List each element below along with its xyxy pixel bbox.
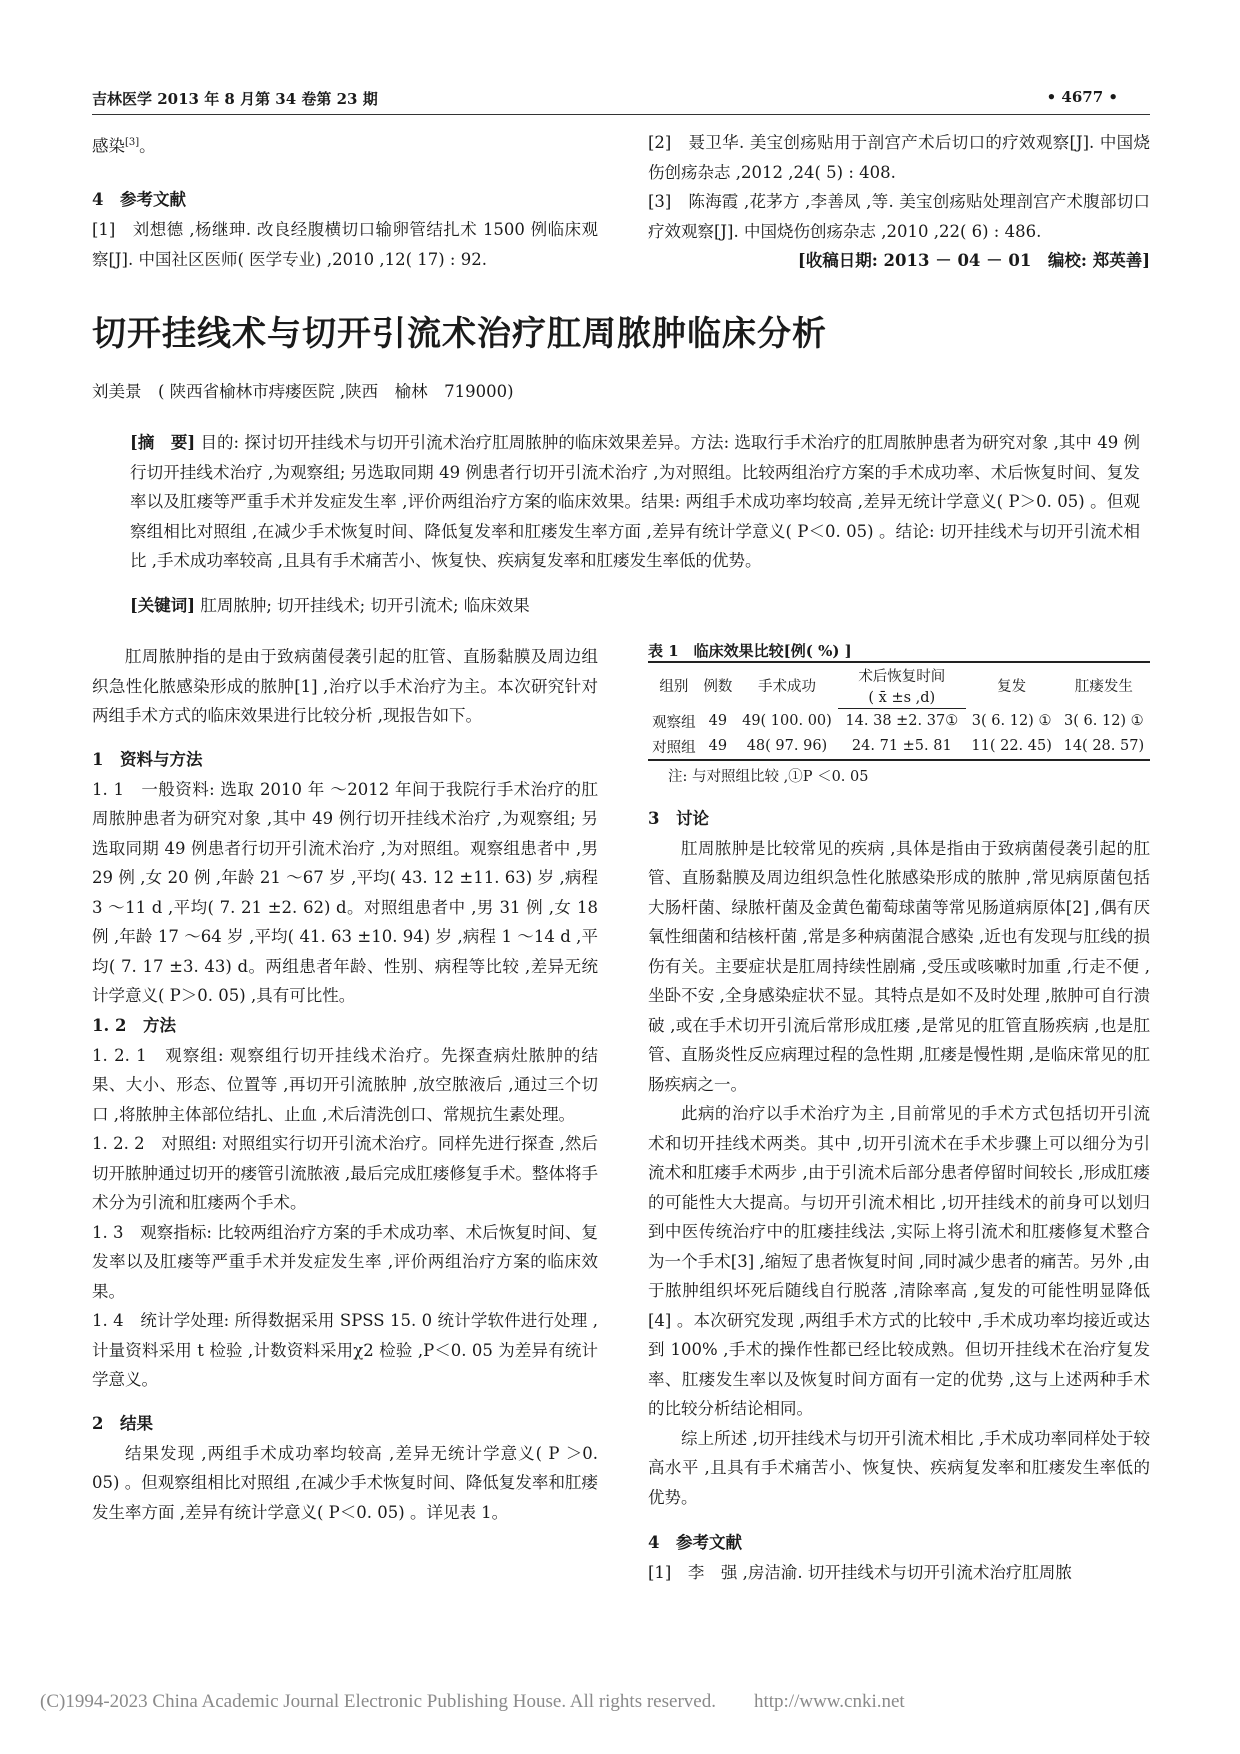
table-cell: 对照组 xyxy=(648,734,700,760)
abstract xyxy=(130,428,1140,576)
prev-ref-2: [2] 聂卫华. 美宝创疡贴用于剖宫产术后切口的疗效观察[J]. 中国烧伤创疡杂志 ,2012 ,24( 5) : 408. xyxy=(648,133,1150,182)
prev-tail-end: 。 xyxy=(139,136,156,156)
header-rule xyxy=(92,114,1150,115)
section-3-title: 3 讨论 xyxy=(648,808,709,828)
body-right-column xyxy=(648,640,1150,1588)
section-2-title: 2 结果 xyxy=(92,1413,153,1433)
table-cell: 14. 38 ±2. 37① xyxy=(845,713,959,730)
table-1 xyxy=(648,661,1150,761)
received-date: [收稿日期: 2013 － 04 － 01 编校: 郑英善] xyxy=(797,251,1150,270)
section-3-paragraph-3: 综上所述 ,切开挂线术与切开引流术相比 ,手术成功率同样处于较高水平 ,且具有手术痛苦小、恢复快、疾病复发率和肛瘘发生率低的优势。 xyxy=(648,1428,1150,1507)
table-row xyxy=(648,734,1150,760)
prev-tail-cite: [3] xyxy=(125,137,140,148)
table-cell: 11( 22. 45) xyxy=(966,734,1058,760)
table-cell: 49( 100. 00) xyxy=(742,713,832,729)
keywords xyxy=(130,592,1140,616)
table-header-n: 例数 xyxy=(700,662,736,709)
table-cell: 49 xyxy=(700,734,736,760)
section-3-paragraph-1: 肛周脓肿是比较常见的疾病 ,具体是指由于致病菌侵袭引起的肛管、直肠黏膜及周边组织急性化脓感染形成的脓肿 ,常见病原菌包括大肠杆菌、绿脓杆菌及金黄色葡萄球菌等常见肠道病原体[2] ,偶有厌氧性细菌和结核杆菌 ,常是多种病菌混合感染 ,近也有发现与肛线的损伤有关。主要症状是肛周持续性剧痛 ,受压或咳嗽时加重 ,行走不便 ,坐卧不安 ,全身感染症状不显。其特点是如不及时处理 ,脓肿可自行溃破 ,或在手术切开引流后常形成肛瘘 ,是常见的肛管直肠疾病 ,也是肛管、直肠炎性反应病理过程的急性期 ,肛瘘是慢性期 ,是临床常见的肛肠疾病之一。 xyxy=(648,838,1150,1094)
keywords-text: 肛周脓肿; 切开挂线术; 切开引流术; 临床效果 xyxy=(200,596,530,615)
section-4-title: 4 参考文献 xyxy=(648,1533,742,1552)
section-1-2-2: 1. 2. 2 对照组: 对照组实行切开引流术治疗。同样先进行探查 ,然后切开脓肿通过切开的瘘管引流脓液 ,最后完成肛瘘修复手术。整体将手术分为引流和肛瘘两个手术。 xyxy=(92,1134,598,1212)
article-title: 切开挂线术与切开引流术治疗肛周脓肿临床分析 xyxy=(92,314,827,354)
section-1-2-title: 1. 2 方法 xyxy=(92,1015,176,1035)
table-cell: 48( 97. 96) xyxy=(736,734,838,760)
section-1-3: 1. 3 观察指标: 比较两组治疗方案的手术成功率、术后恢复时间、复发率以及肛瘘等严重手术并发症发生率 ,评价两组治疗方案的临床效果。 xyxy=(92,1222,598,1301)
prev-article-right xyxy=(648,128,1150,276)
reference-1: [1] 李 强 ,房洁渝. 切开挂线术与切开引流术治疗肛周脓 xyxy=(648,1563,1072,1582)
table-header-success: 手术成功 xyxy=(736,662,838,709)
section-3-paragraph-2: 此病的治疗以手术治疗为主 ,目前常见的手术方式包括切开引流术和切开挂线术两类。其中 ,切开引流术在手术步骤上可以细分为引流术和肛瘘手术两步 ,由于引流术后部分患者停留时间较长 ,形成肛瘘的可能性大大提高。与切开引流术相比 ,切开挂线术的前身可以划归到中医传统治疗中的肛瘘挂线法 ,实际上将引流术和肛瘘修复术整合为一个手术[3] ,缩短了患者恢复时间 ,同时减少患者的痛苦。另外 ,由于脓肿组织坏死后随线自行脱落 ,清除率高 ,复发的可能性明显降低[4] 。本次研究发现 ,两组手术方式的比较中 ,手术成功率均接近或达到 100% ,手术的操作性都已经比较成熟。但切开挂线术在治疗复发率、肛瘘发生率以及恢复时间方面有一定的优势 ,这与上述两种手术的比较分析结论相同。 xyxy=(648,1104,1150,1418)
table-cell: 24. 71 ±5. 81 xyxy=(838,734,965,760)
table-header-recovery: 术后恢复时间 xyxy=(838,662,965,688)
table-1-caption: 表 1 临床效果比较[例( %) ] xyxy=(648,642,852,660)
table-cell: 3( 6. 12) ① xyxy=(1064,713,1144,729)
intro-paragraph: 肛周脓肿指的是由于致病菌侵袭引起的肛管、直肠黏膜及周边组织急性化脓感染形成的脓肿[1] ,治疗以手术治疗为主。本次研究针对两组手术方式的临床效果进行比较分析 ,现报告如下。 xyxy=(92,647,598,725)
abstract-label: [摘 要] xyxy=(130,433,196,452)
table-1-note: 注: 与对照组比较 ,①P ＜0. 05 xyxy=(668,768,869,785)
keywords-label: [关键词] xyxy=(130,596,196,615)
table-row xyxy=(648,709,1150,734)
prev-ref-3: [3] 陈海霞 ,花茅方 ,李善凤 ,等. 美宝创疡贴处理剖宫产术腹部切口疗效观察[J]. 中国烧伤创疡杂志 ,2010 ,22( 6) : 486. xyxy=(648,192,1150,241)
table-cell: 观察组 xyxy=(652,714,696,731)
section-1-2-1: 1. 2. 1 观察组: 观察组行切开挂线术治疗。先探查病灶脓肿的结果、大小、形态、位置等 ,再切开引流脓肿 ,放空脓液后 ,通过三个切口 ,将脓肿主体部位结扎、止血 ,术后清洗创口、常规抗生素处理。 xyxy=(92,1045,598,1124)
section-1-1: 1. 1 一般资料: 选取 2010 年 ～2012 年间于我院行手术治疗的肛周脓肿患者为研究对象 ,其中 49 例行切开挂线术治疗 ,为观察组; 另选取同期 49 例患者行切开引流术治疗 ,为对照组。观察组患者中 ,男 29 例 ,女 20 例 ,年龄 21 ～67 岁 ,平均( 43. 12 ±11. 63) 岁 ,病程 3 ～11 d ,平均( 7. 21 ±2. 62) d。对照组患者中 ,男 31 例 ,女 18 例 ,年龄 17 ～64 岁 ,平均( 41. 63 ±10. 94) 岁 ,病程 1 ～14 d ,平均( 7. 17 ±3. 43) d。两组患者年龄、性别、病程等比较 ,差异无统计学意义( P＞0. 05) ,具有可比性。 xyxy=(92,779,598,1005)
body-left-column xyxy=(92,642,598,1527)
abstract-text: 目的: 探讨切开挂线术与切开引流术治疗肛周脓肿的临床效果差异。方法: 选取行手术治疗的肛周脓肿患者为研究对象 ,其中 49 例行切开挂线术治疗 ,为观察组; 另选取同期 49 例患者行切开引流术治疗 ,为对照组。比较两组治疗方案的手术成功率、术后恢复时间、复发率以及肛瘘等严重手术并发症发生率 ,评价两组治疗方案的临床效果。结果: 两组手术成功率均较高 ,差异无统计学意义( P＞0. 05) 。但观察组相比对照组 ,在减少手术恢复时间、降低复发率和肛瘘发生率方面 ,差异有统计学意义( P＜0. 05) 。结论: 切开挂线术与切开引流术相比 ,手术成功率较高 ,且具有手术痛苦小、恢复快、疾病复发率和肛瘘发生率低的优势。 xyxy=(130,433,1140,570)
prev-article-left xyxy=(92,128,598,274)
table-header-recovery-unit: ( x̄ ±s ,d) xyxy=(838,688,965,709)
table-cell: 49 xyxy=(708,713,728,729)
section-2-body: 结果发现 ,两组手术成功率均较高 ,差异无统计学意义( P ＞0. 05) 。但观察组相比对照组 ,在减少手术恢复时间、降低复发率和肛瘘发生率方面 ,差异有统计学意义( P＜0. 05) 。详见表 1。 xyxy=(92,1443,598,1522)
copyright-footer: (C)1994-2023 China Academic Journal Electronic Publishing House. All rights reserved. http://www.cnki.net xyxy=(40,1691,905,1712)
table-header-group: 组别 xyxy=(648,662,700,709)
prev-article-tail xyxy=(92,128,598,161)
table-header-fistula: 肛瘘发生 xyxy=(1058,662,1150,709)
table-cell: 3( 6. 12) ① xyxy=(971,713,1052,729)
prev-refs-title: 4 参考文献 xyxy=(92,190,186,209)
prev-tail-text: 感染 xyxy=(92,136,125,156)
table-header-recurrence: 复发 xyxy=(966,662,1058,709)
article-authors: 刘美景 ( 陕西省榆林市痔瘘医院 ,陕西 榆林 719000) xyxy=(92,382,514,401)
prev-ref-1: [1] 刘想德 ,杨继珅. 改良经腹横切口输卵管结扎术 1500 例临床观察[J]. 中国社区医师( 医学专业) ,2010 ,12( 17) : 92. xyxy=(92,220,598,269)
running-header-journal: 吉林医学 2013 年 8 月第 34 卷第 23 期 xyxy=(92,90,378,108)
table-cell: 14( 28. 57) xyxy=(1058,734,1150,760)
page-number: • 4677 • xyxy=(1046,88,1118,106)
section-1-title: 1 资料与方法 xyxy=(92,749,203,769)
section-1-4: 1. 4 统计学处理: 所得数据采用 SPSS 15. 0 统计学软件进行处理 ,计量资料采用 t 检验 ,计数资料采用χ2 检验 ,P＜0. 05 为差异有统计学意义。 xyxy=(92,1311,598,1389)
